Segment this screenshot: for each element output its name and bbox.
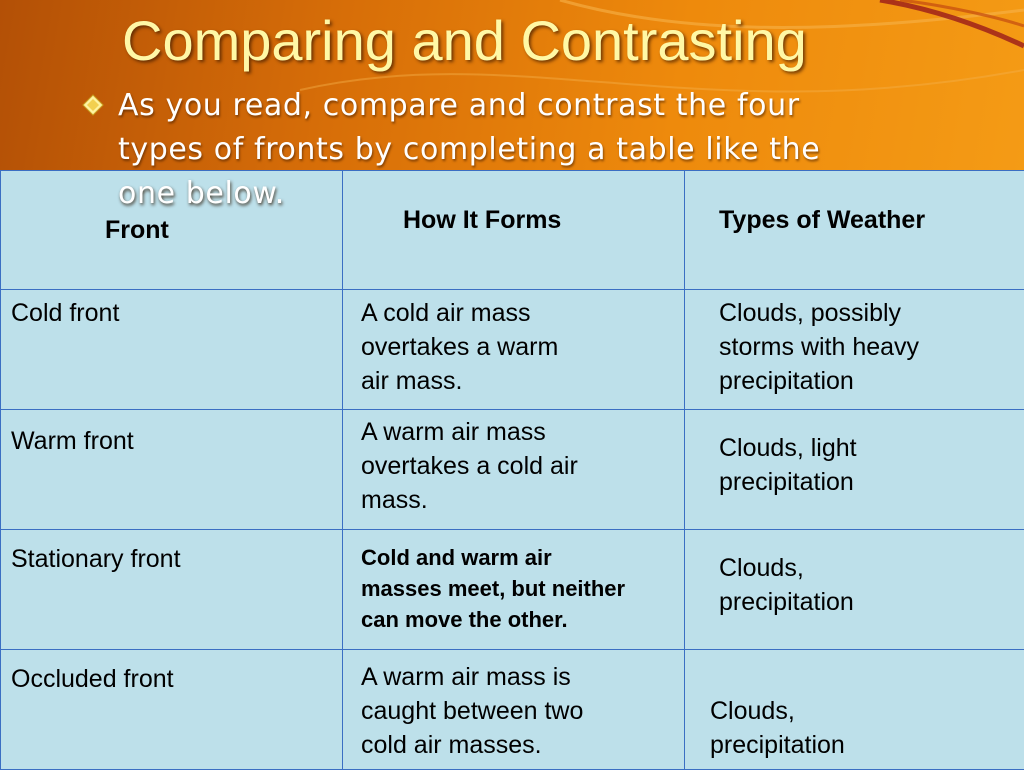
forms-text [361,660,583,762]
table-row [1,530,1024,650]
weather-line: Clouds, possibly [719,299,901,327]
bullet-line-1: As you read, compare and contrast the four [118,88,800,123]
weather-text [719,431,857,499]
front-cell [1,650,343,770]
front-name: Occluded front [11,662,174,696]
weather-line: precipitation [710,731,845,759]
front-name: Stationary front [11,542,181,576]
header-front: Front [105,213,169,247]
header-how-it-forms: How It Forms [403,203,561,237]
table-row [1,410,1024,530]
forms-cell [343,410,685,530]
weather-line: precipitation [719,588,854,616]
forms-line: air mass. [361,367,462,395]
forms-line: A warm air mass [361,418,546,446]
bullet-text [118,84,938,172]
front-cell [1,410,343,530]
bullet-line-2: types of fronts by completing a table like the [118,132,820,167]
forms-line: Cold and warm air [361,545,552,570]
forms-line: mass. [361,486,428,514]
weather-line: precipitation [719,367,854,395]
forms-text [361,542,625,635]
weather-cell [685,410,1024,530]
forms-line: overtakes a warm [361,333,558,361]
weather-cell [685,290,1024,410]
bullet-line-3: one below. [118,172,285,216]
table-row [1,650,1024,770]
front-name: Cold front [11,296,119,330]
slide-title: Comparing and Contrasting [122,4,807,78]
weather-text [719,551,854,619]
forms-line: can move the other. [361,607,568,632]
forms-text [361,296,558,398]
table-row [1,290,1024,410]
diamond-bullet-icon [82,94,104,116]
header-cell-types-of-weather [685,171,1024,290]
forms-line: A cold air mass [361,299,531,327]
front-cell [1,530,343,650]
forms-text [361,415,578,517]
forms-line: masses meet, but neither [361,576,625,601]
weather-cell [685,530,1024,650]
weather-text [710,694,845,762]
forms-line: cold air masses. [361,731,542,759]
weather-cell [685,650,1024,770]
forms-cell [343,290,685,410]
front-name: Warm front [11,424,134,458]
header-types-of-weather: Types of Weather [719,203,925,237]
forms-line: overtakes a cold air [361,452,578,480]
weather-line: Clouds, [719,554,804,582]
fronts-comparison-table [0,170,1024,770]
weather-line: storms with heavy [719,333,919,361]
front-cell [1,290,343,410]
forms-cell [343,530,685,650]
weather-line: Clouds, light [719,434,857,462]
weather-line: precipitation [719,468,854,496]
weather-line: Clouds, [710,697,795,725]
forms-cell [343,650,685,770]
forms-line: caught between two [361,697,583,725]
forms-line: A warm air mass is [361,663,571,691]
weather-text [719,296,919,398]
header-cell-how-it-forms [343,171,685,290]
